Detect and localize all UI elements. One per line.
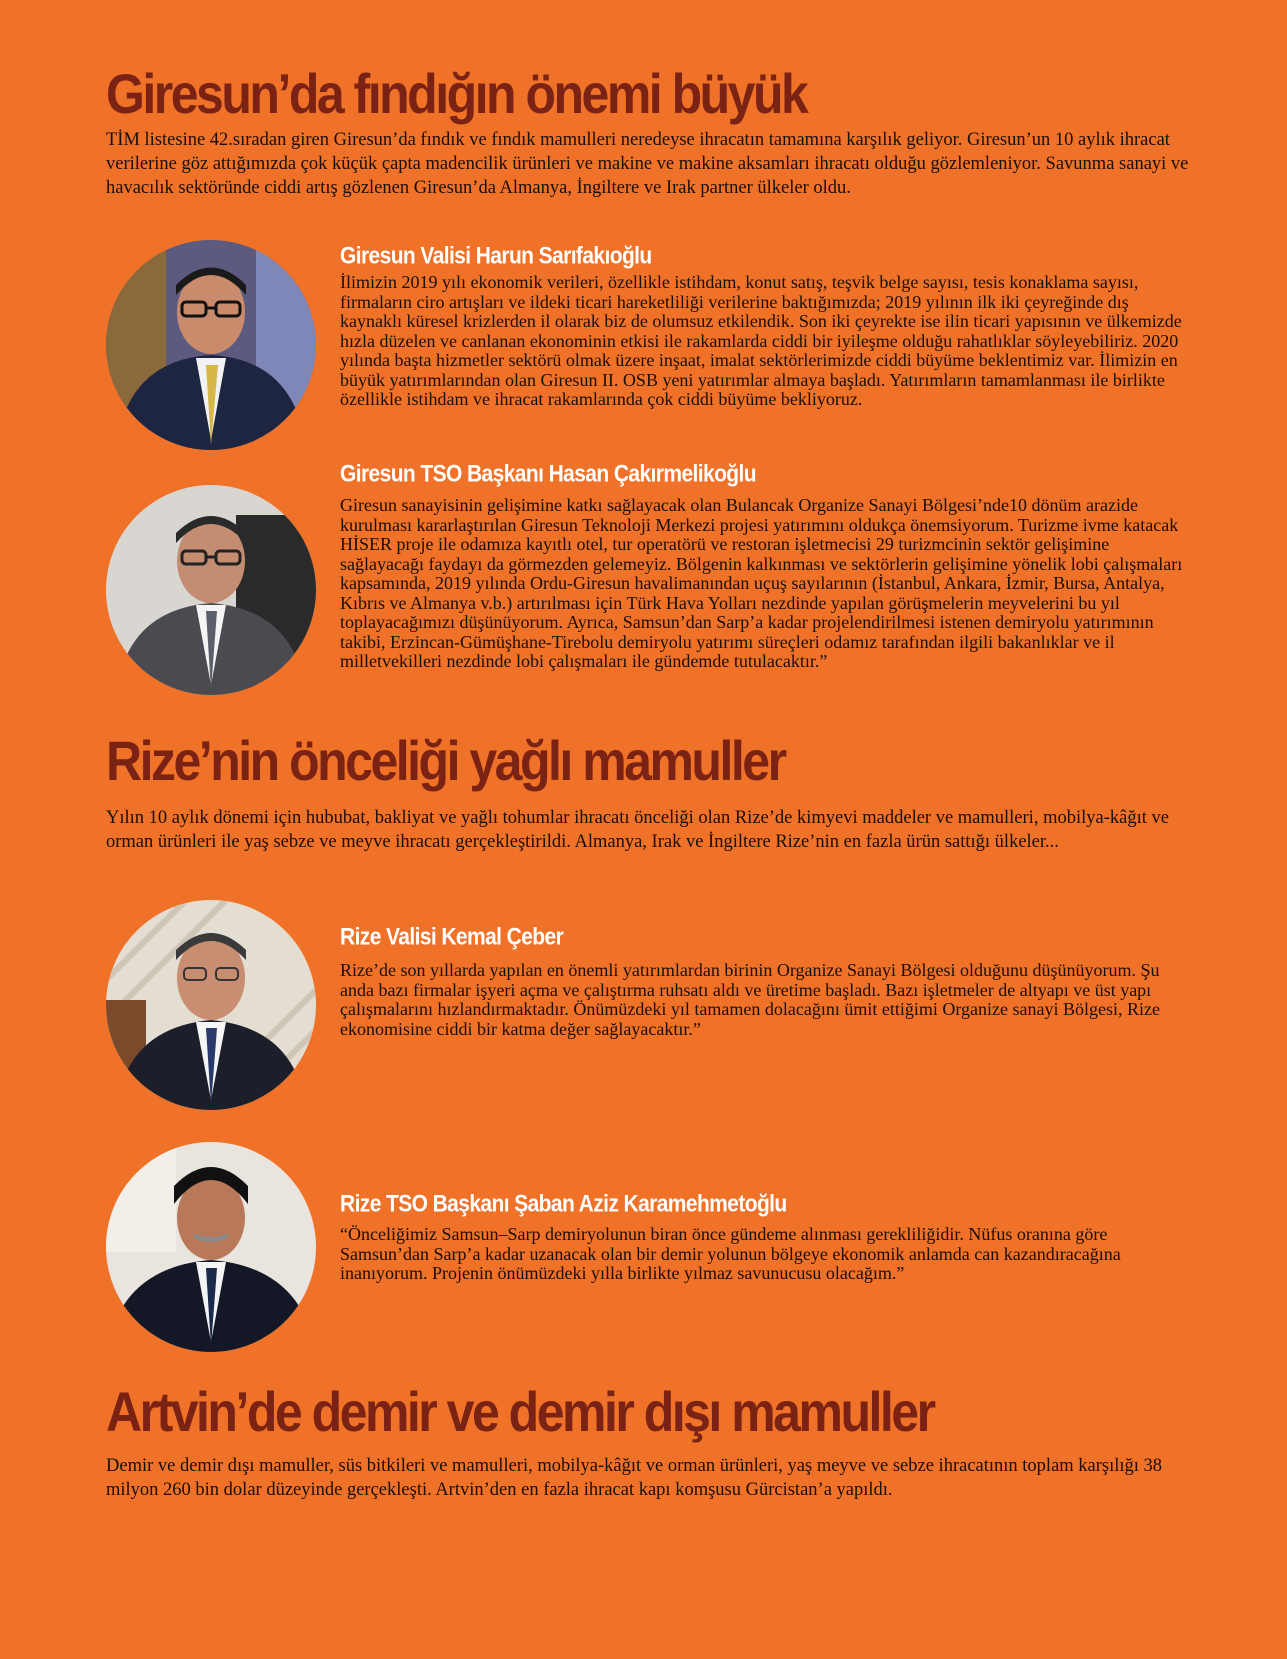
portrait-rize-tso-president-image xyxy=(106,1142,316,1352)
person-name-giresun-governor: Giresun Valisi Harun Sarıfakıoğlu xyxy=(340,242,652,270)
intro-artvin: Demir ve demir dışı mamuller, süs bitkileri ve mamulleri, mobilya-kâğıt ve orman ürünleri, yaş meyve ve sebze ihracatının toplam karşılığı 38 milyon 260 bin dolar düzeyinde gerçekleşti. Artvin’den en fazla ihracat kapı komşusu Gürcistan’a yapıldı. xyxy=(106,1456,1163,1500)
quote-rize-governor: Rize’de son yıllarda yapılan en önemli yatırımlardan birinin Organize Sanayi Bölgesi olduğunu düşünüyorum. Şu anda bazı firmalar işyeri açma ve çalıştırma ruhsatı aldı ve üretime başladı. Bazı işletmeler de altyapı ve üst yapı çalışmalarını hızlandırmaktadır. Önümüzdeki yıl tamamen dolacağını ümit ettiğimi Organize sanayi Bölgesi, Rize ekonomisine ciddi bir katma değer sağlayacaktır.” xyxy=(340,960,1160,1039)
intro-giresun: TİM listesine 42.sıradan giren Giresun’da fındık ve fındık mamulleri neredeyse ihracatın tamamına karşılık geliyor. Giresun’un 10 aylık ihracat verilerine göz attığımızda çok küçük çapta madencilik ürünleri ve makine ve makine aksamları ihracatı olduğu gözlemleniyor. Savunma sanayi ve havacılık sektöründe ciddi artış gözlenen Giresun’da Almanya, İngiltere ve Irak partner ülkeler oldu. xyxy=(106,130,1189,198)
intro-rize: Yılın 10 aylık dönemi için hububat, bakliyat ve yağlı tohumlar ihracatı önceliği olan Rize’de kimyevi maddeler ve mamulleri, mobilya-kâğıt ve orman ürünleri ile yaş sebze ve meyve ihracatı gerçekleştirildi. Almanya, Irak ve İngiltere Rize’nin en fazla ürün sattığı ülkeler... xyxy=(106,808,1169,852)
person-name-rize-governor: Rize Valisi Kemal Çeber xyxy=(340,923,564,951)
portrait-giresun-governor xyxy=(106,240,316,450)
person-name-rize-tso-president: Rize TSO Başkanı Şaban Aziz Karamehmetoğlu xyxy=(340,1190,787,1218)
section-title-giresun: Giresun’da fındığın önemi büyük xyxy=(106,62,807,126)
portrait-giresun-governor-image xyxy=(106,240,316,450)
portrait-giresun-tso-president xyxy=(106,485,316,695)
person-name-giresun-tso-president: Giresun TSO Başkanı Hasan Çakırmelikoğlu xyxy=(340,460,756,488)
portrait-rize-tso-president xyxy=(106,1142,316,1352)
section-title-artvin: Artvin’de demir ve demir dışı mamuller xyxy=(106,1380,934,1444)
portrait-rize-governor-image xyxy=(106,900,316,1110)
quote-giresun-governor: İlimizin 2019 yılı ekonomik verileri, özellikle istihdam, konut satış, teşvik belge sayısı, tesis konaklama sayısı, firmaların ciro artışları ve ildeki ticari hareketliliği verilerine baktığımızda; 2019 yılının ilk iki çeyreğinde dış kaynaklı küresel krizlerden il olarak biz de olumsuz etkilendik. Son iki çeyrekte ise ilin ticari yapısının ve ülkemizde hızla düzelen ve canlanan ekonominin etkisi ile rakamlarda ciddi bir iyileşme olduğu rahatlıklar söyleyebiliriz. 2020 yılında başta hizmetler sektörü olmak üzere inşaat, imalat sektörlerimizde ciddi büyüme beklentimiz var. İlimizin en büyük yatırımlarından olan Giresun II. OSB yeni yatırımlar almaya başladı. Yatırımların tamamlanması ile birlikte özellikle istihdam ve ihracat rakamlarında çok ciddi büyüme bekliyoruz. xyxy=(340,272,1182,409)
quote-rize-tso-president: “Önceliğimiz Samsun–Sarp demiryolunun biran önce gündeme alınması gerekliliğidir. Nüfus oranına göre Samsun’dan Sarp’a kadar uzanacak olan bir demir yolunun bölgeye ekonomik anlamda can kazandıracağına inanıyorum. Projenin önümüzdeki yılla birlikte yılmaz savunucusu olacağım.” xyxy=(340,1224,1121,1283)
portrait-rize-governor xyxy=(106,900,316,1110)
quote-giresun-tso-president: Giresun sanayisinin gelişimine katkı sağlayacak olan Bulancak Organize Sanayi Bölgesi’nde10 dönüm arazide kurulması kararlaştırılan Giresun Teknoloji Merkezi projesi yatırımını oldukça önemsiyorum. Turizme ivme katacak HİSER proje ile odamıza kayıtlı otel, tur operatörü ve restoran işletmecisi 29 turizmcinin sektör gelişimine sağlayacağı faydayı da görmezden gelemeyiz. Bölgenin kalkınması ve sektörlerin gelişimine yönelik lobi çalışmaları kapsamında, 2019 yılında Ordu-Giresun havalimanından uçuş sayılarının (İstanbul, Ankara, İzmir, Bursa, Antalya, Kıbrıs ve Almanya v.b.) artırılması için Türk Hava Yolları nezdinde yapılan görüşmelerin meyvelerini bu yıl toplayacağımızı düşünüyorum. Ayrıca, Samsun’dan Sarp’a kadar projelendirilmesi istenen demiryolu yatırımının takibi, Erzincan-Gümüşhane-Tirebolu demiryolu yatırımı süreçleri odamız tarafından ilgili bakanlıklar ve il milletvekilleri nezdinde lobi çalışmaları ile gündemde tutulacaktır.” xyxy=(340,495,1183,671)
portrait-giresun-tso-president-image xyxy=(106,485,316,695)
section-title-rize: Rize’nin önceliği yağlı mamuller xyxy=(106,729,785,793)
